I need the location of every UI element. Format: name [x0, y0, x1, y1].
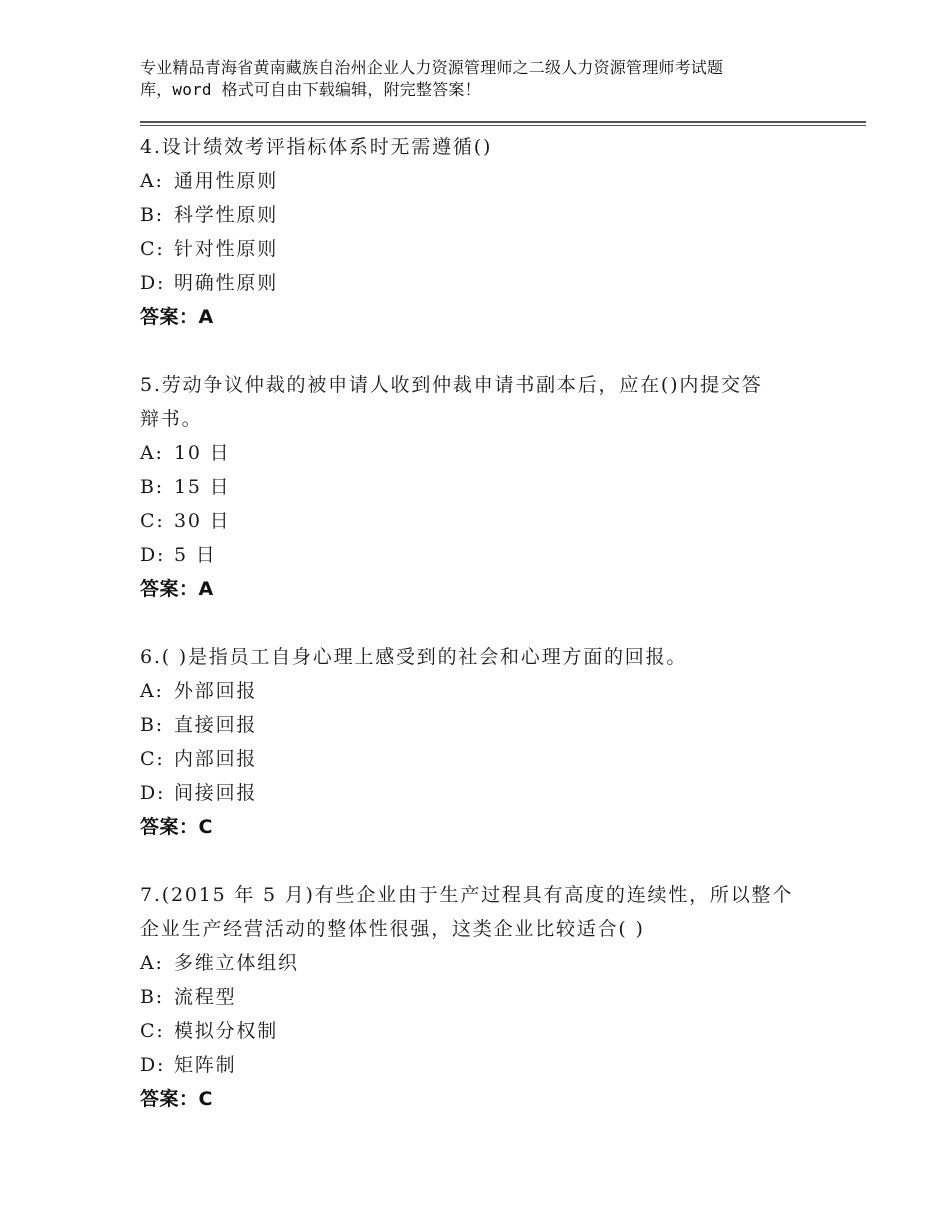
stem-line: 5.劳动争议仲裁的被申请人收到仲裁申请书副本后，应在()内提交答 — [140, 374, 763, 396]
option-letter: C: — [140, 238, 165, 260]
option-a — [140, 164, 840, 198]
stem-line: 7.(2015 年 5 月)有些企业由于生产过程具有高度的连续性，所以整个 — [140, 884, 794, 906]
option-text: 科学性原则 — [174, 204, 279, 226]
option-text: 明确性原则 — [174, 272, 279, 294]
option-text: 内部回报 — [174, 748, 258, 770]
answer-label: 答案：C — [140, 1088, 213, 1110]
option-text: 模拟分权制 — [174, 1020, 279, 1042]
header-line-2: 库，word 格式可自由下载编辑，附完整答案！ — [140, 80, 481, 99]
header-line-1: 专业精品青海省黄南藏族自治州企业人力资源管理师之二级人力资源管理师考试题 — [140, 58, 724, 77]
option-text: 直接回报 — [174, 714, 258, 736]
question-stem — [140, 130, 840, 164]
question-stem — [140, 640, 840, 674]
option-letter: A: — [140, 170, 164, 192]
header-divider-thick — [140, 121, 866, 123]
option-a — [140, 436, 840, 470]
stem-line: 4.设计绩效考评指标体系时无需遵循() — [140, 136, 493, 158]
document-header — [140, 57, 840, 101]
question-5 — [140, 368, 840, 606]
option-d — [140, 538, 840, 572]
option-d — [140, 776, 840, 810]
option-text: 流程型 — [174, 986, 237, 1008]
option-c — [140, 742, 840, 776]
option-text: 间接回报 — [174, 782, 258, 804]
option-a — [140, 674, 840, 708]
option-text: 多维立体组织 — [174, 952, 299, 974]
option-text: 30 日 — [174, 510, 231, 532]
option-letter: B: — [140, 714, 164, 736]
option-a — [140, 946, 840, 980]
option-letter: D: — [140, 782, 166, 804]
question-stem — [140, 878, 840, 946]
option-text: 5 日 — [174, 544, 217, 566]
option-letter: B: — [140, 204, 164, 226]
option-d — [140, 1048, 840, 1082]
option-letter: D: — [140, 272, 166, 294]
option-text: 通用性原则 — [174, 170, 279, 192]
option-c — [140, 1014, 840, 1048]
header-divider-thin — [140, 125, 866, 126]
question-stem — [140, 368, 840, 436]
answer-label: 答案：A — [140, 578, 214, 600]
option-letter: D: — [140, 1054, 166, 1076]
option-letter: A: — [140, 952, 164, 974]
option-d — [140, 266, 840, 300]
option-c — [140, 504, 840, 538]
option-letter: A: — [140, 442, 164, 464]
answer-label: 答案：A — [140, 306, 214, 328]
option-text: 10 日 — [174, 442, 231, 464]
stem-line: 辩书。 — [140, 408, 203, 430]
option-letter: C: — [140, 510, 165, 532]
option-b — [140, 980, 840, 1014]
stem-line: 6.( )是指员工自身心理上感受到的社会和心理方面的回报。 — [140, 646, 688, 668]
option-text: 矩阵制 — [174, 1054, 237, 1076]
option-text: 针对性原则 — [174, 238, 279, 260]
question-4 — [140, 130, 840, 334]
option-b — [140, 470, 840, 504]
option-c — [140, 232, 840, 266]
answer-label: 答案：C — [140, 816, 213, 838]
option-b — [140, 708, 840, 742]
option-letter: C: — [140, 1020, 165, 1042]
option-text: 外部回报 — [174, 680, 258, 702]
question-7 — [140, 878, 840, 1116]
option-letter: B: — [140, 986, 164, 1008]
question-6 — [140, 640, 840, 844]
option-letter: D: — [140, 544, 166, 566]
option-letter: C: — [140, 748, 165, 770]
question-list — [140, 130, 840, 1116]
option-letter: A: — [140, 680, 164, 702]
option-text: 15 日 — [174, 476, 231, 498]
stem-line: 企业生产经营活动的整体性很强，这类企业比较适合( ) — [140, 918, 645, 940]
option-b — [140, 198, 840, 232]
option-letter: B: — [140, 476, 164, 498]
